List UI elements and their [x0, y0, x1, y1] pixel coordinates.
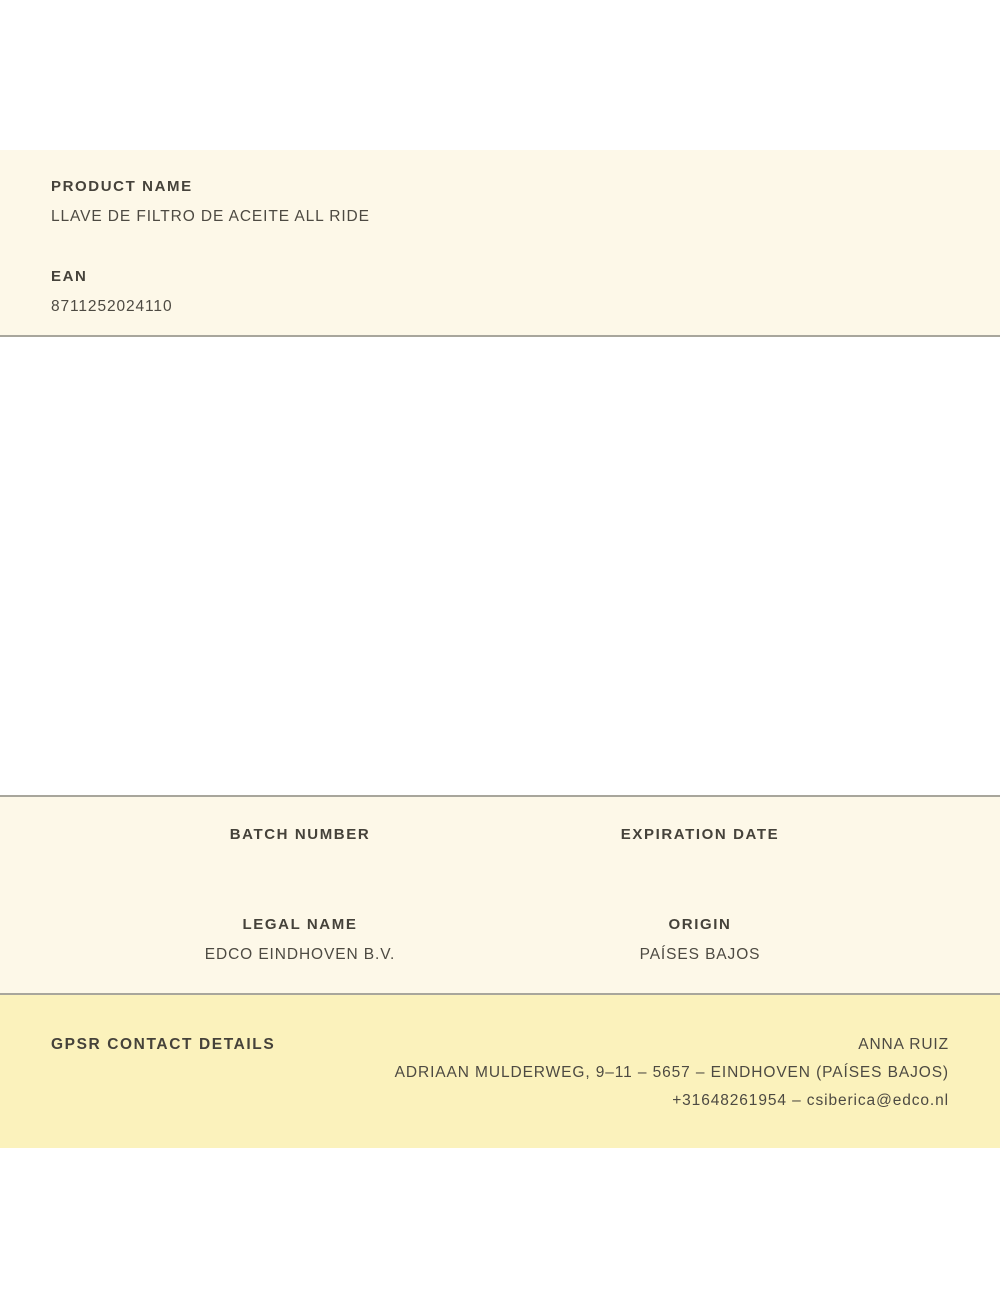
- contact-phone-email: +31648261954 – csiberica@edco.nl: [672, 1092, 949, 1109]
- gpsr-contact-block: [395, 1035, 949, 1119]
- product-name-label: PRODUCT NAME: [51, 178, 193, 195]
- batch-number-label: BATCH NUMBER: [229, 826, 371, 843]
- contact-name: ANNA RUIZ: [858, 1036, 949, 1053]
- ean-label: EAN: [51, 268, 88, 285]
- product-section: [0, 150, 1000, 337]
- batch-number-value: [100, 855, 500, 874]
- gpsr-contact-details-title: GPSR CONTACT DETAILS: [51, 1036, 276, 1053]
- contact-address: ADRIAAN MULDERWEG, 9–11 – 5657 – EINDHOVEN (PAÍSES BAJOS): [394, 1064, 949, 1081]
- legal-name-value: EDCO EINDHOVEN B.V.: [204, 946, 396, 963]
- legal-name-label: LEGAL NAME: [242, 916, 358, 933]
- origin-value: PAÍSES BAJOS: [639, 946, 761, 963]
- gpsr-contact-section: [0, 995, 1000, 1148]
- ean-value: 8711252024110: [51, 298, 173, 315]
- batch-origin-section: [0, 795, 1000, 995]
- expiration-date-value: [500, 855, 900, 874]
- origin-label: ORIGIN: [668, 916, 732, 933]
- product-name-value: LLAVE DE FILTRO DE ACEITE ALL RIDE: [51, 208, 370, 225]
- expiration-date-label: EXPIRATION DATE: [620, 826, 780, 843]
